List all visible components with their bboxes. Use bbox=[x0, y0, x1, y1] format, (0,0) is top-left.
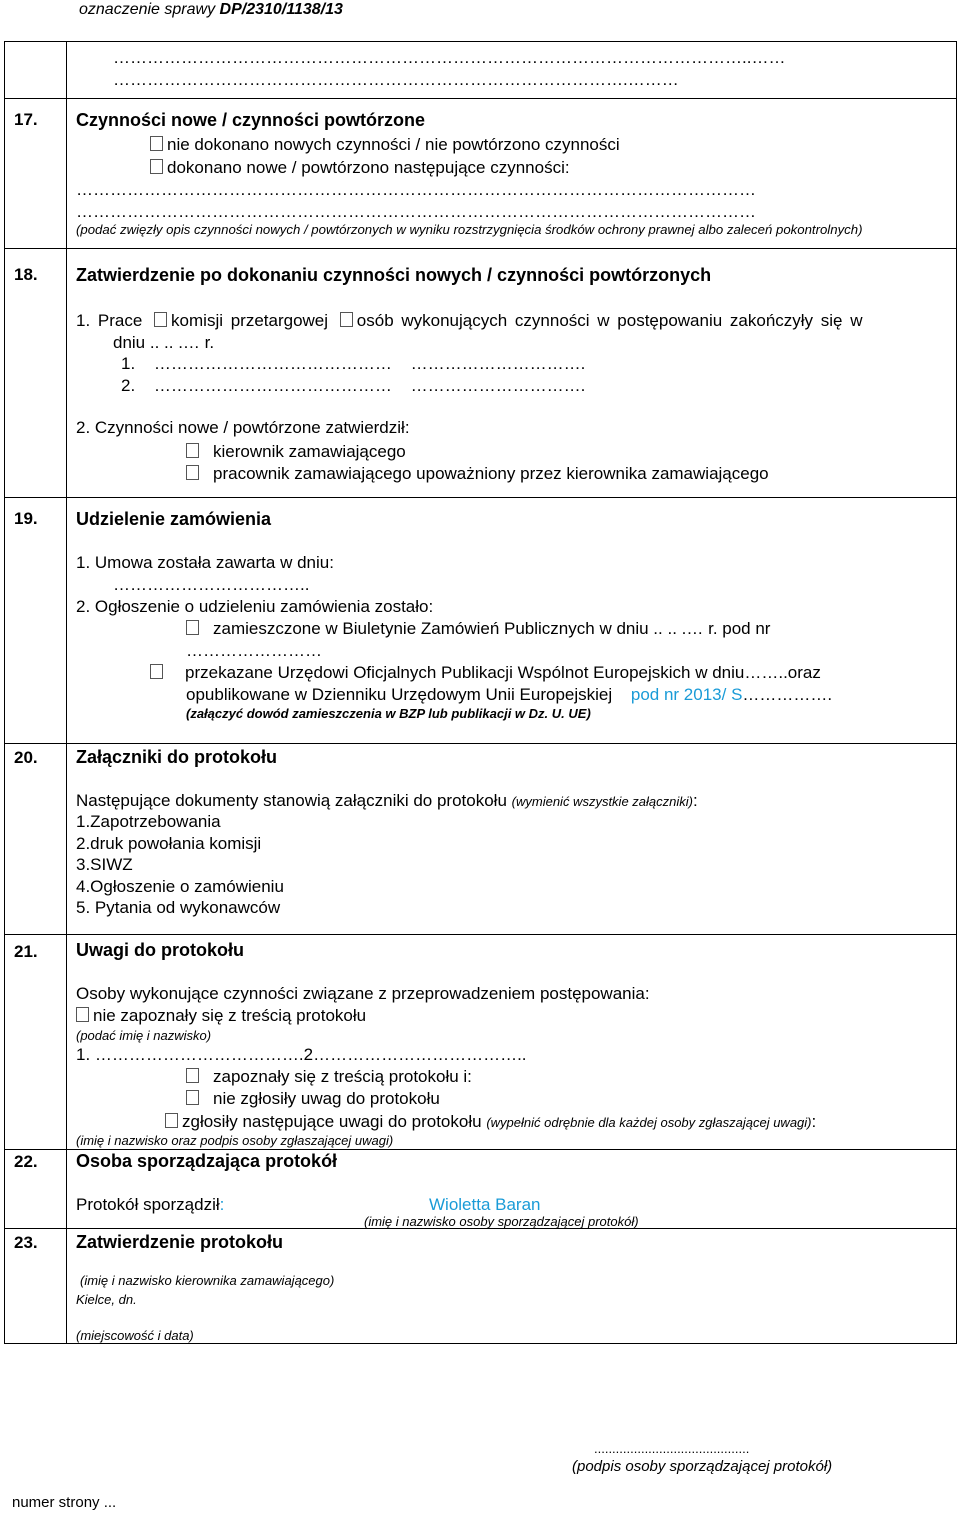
protocol-form bbox=[4, 41, 957, 1344]
checkbox-icon[interactable] bbox=[165, 1113, 178, 1128]
attachment-5: 5. Pytania od wykonawców bbox=[76, 898, 281, 917]
section-19-notice-number: pod nr 2013/ S bbox=[630, 685, 743, 704]
section-18-sub-1 bbox=[121, 354, 585, 374]
section-19-option-2[interactable] bbox=[150, 663, 821, 683]
section-19-option-1-label: zamieszczone w Biuletynie Zamówień Publicznych w dniu .. .. .… r. pod nr bbox=[213, 619, 771, 638]
section-21-intro: Osoby wykonujące czynności związane z przeprowadzeniem postępowania: bbox=[76, 984, 650, 1003]
section-18-date: dniu .. .. .… r. bbox=[113, 333, 215, 352]
section-18-sub-2-dots-a: …………………………………… bbox=[153, 376, 392, 395]
checkbox-icon[interactable] bbox=[150, 159, 163, 174]
section-18-committee: komisji przetargowej bbox=[171, 311, 329, 330]
section-18-sub-2 bbox=[121, 376, 585, 396]
section-20-intro bbox=[76, 791, 698, 811]
divider-21 bbox=[5, 934, 956, 935]
section-23-title: Zatwierdzenie protokołu bbox=[76, 1232, 284, 1252]
section-18-sub-2-dots-b: …………………………. bbox=[410, 376, 586, 395]
checkbox-icon[interactable] bbox=[150, 664, 163, 679]
case-number-prefix: oznaczenie sprawy bbox=[79, 1, 220, 18]
section-21-option-4-note: (wypełnić odrębnie dla każdej osoby zgłaszającej uwagi) bbox=[486, 1115, 812, 1130]
section-20-title: Załączniki do protokołu bbox=[76, 747, 278, 767]
author-name: Wioletta Baran bbox=[429, 1195, 541, 1214]
section-18-sub-1-dots-b: …………………………. bbox=[410, 354, 586, 373]
section-21-option-1-label: nie zapoznały się z treścią protokołu bbox=[93, 1006, 367, 1025]
divider-18 bbox=[5, 248, 956, 249]
section-21-option-2[interactable] bbox=[186, 1067, 472, 1087]
section-22-label-text: Protokół sporządził bbox=[76, 1195, 220, 1214]
divider-17 bbox=[5, 98, 956, 99]
section-21-note-2: (imię i nazwisko oraz podpis osoby zgłaszającej uwagi) bbox=[76, 1133, 394, 1148]
section-17-option-2[interactable] bbox=[150, 158, 570, 178]
top-dots-1: …………………………………………………………………………………………………..…… bbox=[113, 48, 786, 67]
section-20-intro-colon: : bbox=[692, 791, 698, 810]
attachment-3: 3.SIWZ bbox=[76, 855, 133, 874]
section-18-option-1-label: kierownik zamawiającego bbox=[213, 442, 406, 461]
section-19-journal: opublikowane w Dzienniku Urzędowym Unii Europejskiej bbox=[186, 685, 613, 704]
section-19-item-1-dots: …………………………….. bbox=[113, 575, 310, 594]
section-21-option-2-label: zapoznały się z treścią protokołu i: bbox=[213, 1067, 472, 1086]
section-21-option-1[interactable] bbox=[76, 1006, 366, 1026]
top-dots-2: ……………………………………………………………………………….……… bbox=[113, 70, 679, 89]
section-18-option-1[interactable] bbox=[186, 442, 406, 462]
section-19-notice-dots: ……………. bbox=[742, 685, 833, 704]
section-19-option-1[interactable] bbox=[186, 619, 770, 639]
checkbox-icon[interactable] bbox=[340, 312, 353, 327]
section-19-option-2-line-2 bbox=[186, 685, 832, 705]
section-18-number: 18. bbox=[14, 265, 38, 284]
section-22-title: Osoba sporządzająca protokół bbox=[76, 1151, 338, 1171]
section-18-title: Zatwierdzenie po dokonaniu czynności nowych / czynności powtórzonych bbox=[76, 265, 712, 285]
section-17-title: Czynności nowe / czynności powtórzone bbox=[76, 110, 426, 130]
section-18-item-1 bbox=[76, 311, 863, 331]
section-17-option-2-label: dokonano nowe / powtórzono następujące czynności: bbox=[167, 158, 570, 177]
section-21-option-4-label: zgłosiły następujące uwagi do protokołu bbox=[182, 1112, 482, 1131]
section-17-option-1-label: nie dokonano nowych czynności / nie powtórzono czynności bbox=[167, 135, 620, 154]
section-22-label-colon: : bbox=[219, 1195, 225, 1214]
section-21-option-4[interactable] bbox=[165, 1112, 816, 1132]
section-17-option-1[interactable] bbox=[150, 135, 620, 155]
checkbox-icon[interactable] bbox=[186, 465, 199, 480]
section-22-number: 22. bbox=[14, 1152, 38, 1171]
checkbox-icon[interactable] bbox=[186, 443, 199, 458]
section-21-option-4-colon: : bbox=[811, 1112, 817, 1131]
checkbox-icon[interactable] bbox=[186, 1090, 199, 1105]
signature-dots: ........................................... bbox=[594, 1441, 750, 1456]
section-20-intro-note: (wymienić wszystkie załączniki) bbox=[511, 794, 693, 809]
section-18-sub-1-num: 1. bbox=[121, 354, 136, 373]
checkbox-icon[interactable] bbox=[76, 1007, 89, 1022]
divider-22 bbox=[5, 1149, 956, 1150]
section-22-label bbox=[76, 1195, 224, 1215]
section-20-number: 20. bbox=[14, 748, 38, 767]
section-19-option-2-label: przekazane Urzędowi Oficjalnych Publikacji Wspólnot Europejskich w dniu……..oraz bbox=[185, 663, 821, 682]
section-19-item-2: 2. Ogłoszenie o udzieleniu zamówienia zostało: bbox=[76, 597, 434, 616]
section-17-number: 17. bbox=[14, 110, 38, 129]
section-18-item-1-start: 1. Prace bbox=[76, 311, 143, 330]
section-18-option-2-label: pracownik zamawiającego upoważniony przez kierownika zamawiającego bbox=[213, 464, 769, 483]
checkbox-icon[interactable] bbox=[150, 136, 163, 151]
section-21-names: 1. ……………………………….2……………………………….. bbox=[76, 1045, 527, 1064]
attachment-4: 4.Ogłoszenie o zamówieniu bbox=[76, 877, 284, 896]
attachment-2: 2.druk powołania komisji bbox=[76, 834, 262, 853]
section-17-note: (podać zwięzły opis czynności nowych / powtórzonych w wyniku rozstrzygnięcia środków ochrony prawnej albo zaleceń pokontrolnych) bbox=[76, 222, 863, 237]
section-18-persons: osób wykonujących czynności w postępowaniu zakończyły się w bbox=[356, 311, 863, 330]
checkbox-icon[interactable] bbox=[186, 1068, 199, 1083]
section-17-dots-1: ………………………………………………………………………………………………………… bbox=[76, 180, 756, 199]
section-19-option-1-dots: …………………… bbox=[186, 641, 322, 660]
section-20-intro-text: Następujące dokumenty stanowią załączniki do protokołu bbox=[76, 791, 507, 810]
section-21-note-1: (podać imię i nazwisko) bbox=[76, 1028, 212, 1043]
section-18-option-2[interactable] bbox=[186, 464, 769, 484]
section-19-note: (załączyć dowód zamieszczenia w BZP lub publikacji w Dz. U. UE) bbox=[186, 706, 591, 721]
section-23-place: Kielce, dn. bbox=[76, 1292, 137, 1307]
page-number: numer strony ... bbox=[12, 1494, 117, 1511]
section-18-sub-1-dots-a: …………………………………… bbox=[153, 354, 392, 373]
section-19-item-1: 1. Umowa została zawarta w dniu: bbox=[76, 553, 334, 572]
section-23-note-2: (miejscowość i data) bbox=[76, 1328, 194, 1343]
section-21-option-3[interactable] bbox=[186, 1089, 440, 1109]
divider-20 bbox=[5, 743, 956, 744]
section-23-number: 23. bbox=[14, 1233, 38, 1252]
section-22-note: (imię i nazwisko osoby sporządzającej protokół) bbox=[364, 1214, 639, 1229]
column-divider bbox=[66, 42, 67, 1343]
section-18-sub-2-num: 2. bbox=[121, 376, 136, 395]
attachment-1: 1.Zapotrzebowania bbox=[76, 812, 221, 831]
divider-23 bbox=[5, 1228, 956, 1229]
section-19-title: Udzielenie zamówienia bbox=[76, 509, 272, 529]
section-21-option-3-label: nie zgłosiły uwag do protokołu bbox=[213, 1089, 440, 1108]
section-17-dots-2: ………………………………………………………………………………………………………… bbox=[76, 202, 756, 221]
section-21-title: Uwagi do protokołu bbox=[76, 940, 244, 960]
section-21-number: 21. bbox=[14, 942, 38, 961]
checkbox-icon[interactable] bbox=[154, 312, 167, 327]
case-number-value: DP/2310/1138/13 bbox=[219, 1, 343, 18]
checkbox-icon[interactable] bbox=[186, 620, 199, 635]
section-19-number: 19. bbox=[14, 509, 38, 528]
section-18-item-2: 2. Czynności nowe / powtórzone zatwierdził: bbox=[76, 418, 410, 437]
signature-note: (podpis osoby sporządzającej protokół) bbox=[572, 1458, 833, 1475]
divider-19 bbox=[5, 497, 956, 498]
case-number bbox=[79, 1, 343, 19]
section-23-note-1: (imię i nazwisko kierownika zamawiającego) bbox=[80, 1273, 335, 1288]
